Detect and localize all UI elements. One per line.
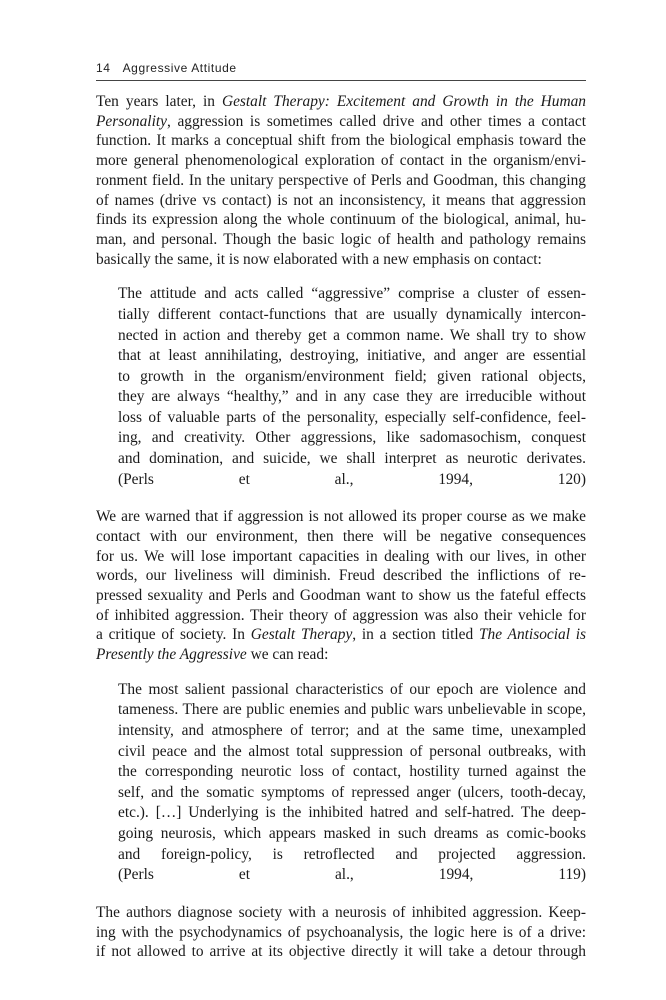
paragraph-1: [96, 92, 586, 269]
text-line: for us. We will lose important capacities in dealing with our lives, in other: [96, 547, 586, 565]
quote-line: civil peace and the almost total suppression of personal outbreaks, with: [118, 742, 586, 760]
text-line: pressed sexuality and Perls and Goodman want to show us the fateful effects: [96, 587, 586, 605]
text-line: if not allowed to arrive at its objective directly it will take a detour through: [96, 943, 586, 961]
book-title: Personality: [96, 112, 167, 130]
section-title: Presently the Aggressive: [96, 646, 247, 664]
quote-line: tameness. There are public enemies and public wars unbelievable in scope,: [118, 701, 586, 719]
quote-line: The most salient passional characteristics of our epoch are violence and: [118, 680, 586, 698]
paragraph-2: [96, 507, 586, 665]
text-line: The authors diagnose society with a neurosis of inhibited aggression. Keep-: [96, 903, 586, 921]
page-number: 14: [96, 61, 111, 75]
quote-line: intensity, and atmosphere of terror; and at the same time, unexampled: [118, 722, 586, 740]
quote-line: the corresponding neurotic loss of contact, hostility turned against the: [118, 763, 586, 781]
text-line: ronment field. In the unitary perspective of Perls and Goodman, this changing: [96, 171, 586, 189]
paragraph-3: [96, 903, 586, 962]
quote-line: that at least annihilating, destroying, initiative, and anger are essential: [118, 347, 586, 365]
text-line: finds its expression along the whole continuum of the biological, animal, hu-: [96, 211, 586, 229]
text-line: contact with our environment, then there will be negative consequences: [96, 527, 586, 545]
text-line: Personality, aggression is sometimes called drive and other times a contact: [96, 112, 586, 130]
quote-line: loss of valuable parts of the personality, especially self-confidence, feel-: [118, 408, 586, 426]
quote-line: and domination, and suicide, we shall interpret as neurotic derivates.: [118, 450, 586, 468]
text-line: Presently the Aggressive we can read:: [96, 646, 329, 664]
quote-line: self, and the somatic symptoms of repressed anger (ulcers, tooth-decay,: [118, 783, 586, 801]
text-line: words, our liveliness will diminish. Freud described the inflictions of re-: [96, 567, 586, 585]
text-line: of inhibited aggression. Their theory of aggression was also their vehicle for: [96, 606, 586, 624]
book-title: Gestalt Therapy: [250, 626, 353, 644]
quote-line: they are always “healthy,” and in any case they are irreducible without: [118, 388, 586, 406]
citation: (Perls et al., 1994, 119): [118, 866, 586, 884]
quote-line: etc.). […] Underlying is the inhibited hatred and self-hatred. The deep-: [118, 804, 586, 822]
text-line: Ten years later, in Gestalt Therapy: Excitement and Growth in the Human: [96, 93, 586, 110]
quote-line: nected in action and thereby get a common name. We shall try to show: [118, 326, 586, 344]
text-line: man, and personal. Though the basic logic of health and pathology remains: [96, 230, 586, 248]
quote-line: to growth in the organism/environment field; given rational objects,: [118, 367, 586, 385]
running-title: Aggressive Attitude: [122, 61, 237, 75]
text-line: function. It marks a conceptual shift from the biological emphasis toward the: [96, 132, 586, 150]
block-quote-2: [118, 680, 586, 886]
header-rule: [96, 80, 586, 81]
block-quote-1: [118, 284, 586, 490]
quote-line: going neurosis, which appears masked in such dreams as comic-books: [118, 825, 586, 843]
text-line: basically the same, it is now elaborated with a new emphasis on contact:: [96, 250, 542, 268]
text-line: ing with the psychodynamics of psychoanalysis, the logic here is of a drive:: [96, 923, 586, 941]
text-line: We are warned that if aggression is not allowed its proper course as we make: [96, 508, 586, 526]
citation: (Perls et al., 1994, 120): [118, 470, 586, 488]
quote-line: ing, and creativity. Other aggressions, like sadomasochism, conquest: [118, 429, 586, 447]
book-title: Gestalt Therapy: Excitement and Growth in the Human: [221, 93, 586, 110]
text-line: of names (drive vs contact) is not an inconsistency, it means that aggression: [96, 191, 586, 209]
running-header: [96, 61, 586, 75]
section-title: The Antisocial is: [478, 626, 586, 644]
text-line: more general phenomenological exploration of contact in the organism/envi-: [96, 152, 586, 170]
quote-line: The attitude and acts called “aggressive” comprise a cluster of essen-: [118, 285, 586, 303]
quote-line: and foreign-policy, is retroflected and projected aggression.: [118, 845, 586, 863]
quote-line: tially different contact-functions that are usually dynamically intercon-: [118, 305, 586, 323]
text-line: a critique of society. In Gestalt Therapy, in a section titled The Antisocial is: [96, 626, 586, 644]
body-text: [96, 92, 586, 962]
